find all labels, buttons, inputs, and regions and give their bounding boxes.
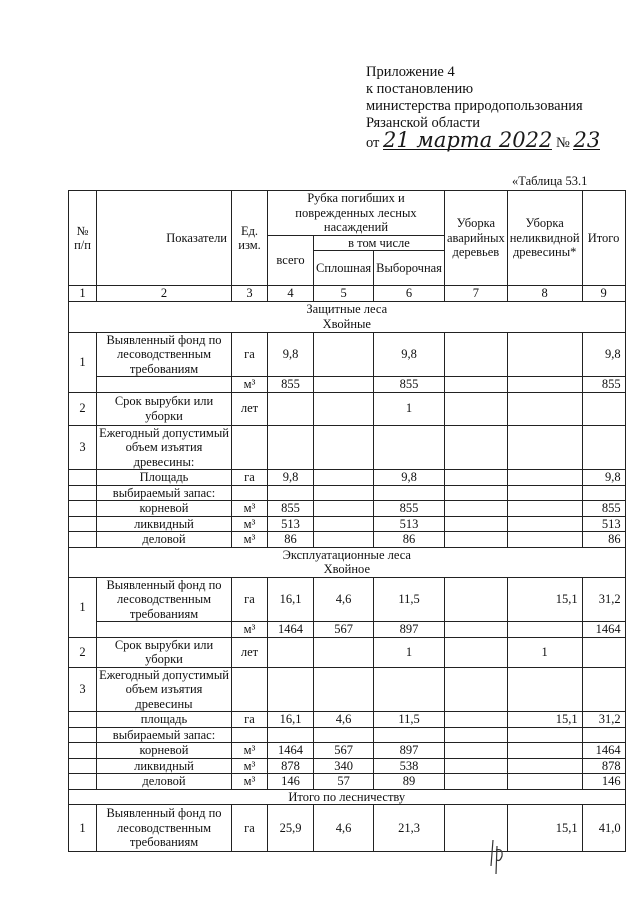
unit-cell: лет bbox=[232, 392, 268, 425]
splosh-cell bbox=[314, 516, 374, 532]
table-note: «Таблица 53.1 bbox=[512, 174, 588, 188]
col-itogo-header: Итого bbox=[582, 191, 625, 286]
row-label: ликвидный bbox=[97, 516, 232, 532]
vyb-cell: 897 bbox=[374, 622, 445, 638]
itogo-cell bbox=[582, 667, 625, 712]
splosh-cell bbox=[314, 637, 374, 667]
row-number bbox=[69, 516, 97, 532]
col-uborka-av-header: Уборка аварийных деревьев bbox=[444, 191, 507, 286]
itogo-cell bbox=[582, 425, 625, 470]
row-number bbox=[69, 532, 97, 548]
vyb-cell: 9,8 bbox=[374, 470, 445, 486]
splosh-cell: 4,6 bbox=[314, 712, 374, 728]
itogo-cell bbox=[582, 727, 625, 743]
index-row bbox=[69, 286, 626, 302]
handwritten-date: 21 марта 2022 bbox=[383, 128, 553, 152]
table-row bbox=[69, 332, 626, 377]
splosh-cell: 57 bbox=[314, 774, 374, 790]
table-row bbox=[69, 485, 626, 501]
vyb-cell bbox=[374, 667, 445, 712]
col-splosh-header: Сплошная bbox=[314, 251, 374, 286]
handwritten-number: 23 bbox=[573, 128, 601, 152]
splosh-cell: 4,6 bbox=[314, 805, 374, 852]
table-row bbox=[69, 743, 626, 759]
unit-cell: лет bbox=[232, 637, 268, 667]
itogo-cell: 31,2 bbox=[582, 577, 625, 622]
vyb-cell bbox=[374, 485, 445, 501]
itogo-cell: 513 bbox=[582, 516, 625, 532]
splosh-cell: 340 bbox=[314, 758, 374, 774]
vsego-cell: 9,8 bbox=[268, 470, 314, 486]
index-cell: 7 bbox=[444, 286, 507, 302]
uborka-av-cell bbox=[444, 774, 507, 790]
row-label: деловой bbox=[97, 774, 232, 790]
uborka-nel-cell bbox=[507, 392, 582, 425]
uborka-nel-cell bbox=[507, 501, 582, 517]
table-row bbox=[69, 805, 626, 852]
vyb-cell: 11,5 bbox=[374, 577, 445, 622]
row-number: 1 bbox=[69, 577, 97, 637]
itogo-cell bbox=[582, 485, 625, 501]
vsego-cell bbox=[268, 392, 314, 425]
section-subtitle-line: Хвойные bbox=[322, 316, 371, 331]
uborka-av-cell bbox=[444, 425, 507, 470]
unit-cell bbox=[232, 727, 268, 743]
document-header bbox=[366, 64, 600, 152]
table-row bbox=[69, 727, 626, 743]
itogo-cell: 146 bbox=[582, 774, 625, 790]
row-label: выбираемый запас: bbox=[97, 485, 232, 501]
vyb-cell: 897 bbox=[374, 743, 445, 759]
number-label: № bbox=[555, 135, 570, 151]
vsego-cell: 16,1 bbox=[268, 577, 314, 622]
vyb-cell: 89 bbox=[374, 774, 445, 790]
row-label: Выявленный фонд по лесоводственным требованиям bbox=[97, 332, 232, 377]
vyb-cell: 538 bbox=[374, 758, 445, 774]
uborka-nel-cell bbox=[507, 425, 582, 470]
uborka-nel-cell: 15,1 bbox=[507, 805, 582, 852]
vsego-cell bbox=[268, 485, 314, 501]
itogo-cell bbox=[582, 637, 625, 667]
uborka-nel-cell bbox=[507, 727, 582, 743]
vyb-cell: 21,3 bbox=[374, 805, 445, 852]
row-label: Срок вырубки или уборки bbox=[97, 637, 232, 667]
table-row bbox=[69, 425, 626, 470]
table-row bbox=[69, 712, 626, 728]
index-cell: 8 bbox=[507, 286, 582, 302]
vsego-cell bbox=[268, 727, 314, 743]
uborka-nel-cell bbox=[507, 332, 582, 377]
table-row bbox=[69, 774, 626, 790]
col-vtomchisle-header: в том числе bbox=[314, 235, 445, 251]
row-label: Ежегодный допустимый объем изъятия древесины bbox=[97, 667, 232, 712]
uborka-nel-cell bbox=[507, 470, 582, 486]
col-rubka-header: Рубка погибших и поврежденных лесных насаждений bbox=[268, 191, 445, 236]
section-title bbox=[69, 301, 626, 332]
row-number bbox=[69, 743, 97, 759]
col-num-header: № п/п bbox=[69, 191, 97, 286]
vsego-cell: 25,9 bbox=[268, 805, 314, 852]
unit-cell bbox=[232, 425, 268, 470]
vsego-cell: 855 bbox=[268, 377, 314, 393]
vyb-cell: 86 bbox=[374, 532, 445, 548]
uborka-nel-cell bbox=[507, 622, 582, 638]
row-number: 3 bbox=[69, 667, 97, 712]
row-number bbox=[69, 712, 97, 728]
from-label: от bbox=[366, 135, 380, 151]
vsego-cell: 878 bbox=[268, 758, 314, 774]
itogo-cell: 1464 bbox=[582, 743, 625, 759]
forest-table bbox=[68, 190, 626, 852]
vsego-cell: 1464 bbox=[268, 622, 314, 638]
row-label: деловой bbox=[97, 532, 232, 548]
row-label: Срок вырубки или уборки bbox=[97, 392, 232, 425]
itogo-cell: 9,8 bbox=[582, 332, 625, 377]
table-row bbox=[69, 532, 626, 548]
pen-mark-icon bbox=[487, 836, 509, 876]
table-row bbox=[69, 758, 626, 774]
splosh-cell: 567 bbox=[314, 743, 374, 759]
row-number bbox=[69, 727, 97, 743]
row-number bbox=[69, 485, 97, 501]
uborka-nel-cell: 15,1 bbox=[507, 712, 582, 728]
unit-cell: м³ bbox=[232, 501, 268, 517]
splosh-cell bbox=[314, 332, 374, 377]
col-indicator-header: Показатели bbox=[97, 191, 232, 286]
splosh-cell bbox=[314, 532, 374, 548]
row-number bbox=[69, 501, 97, 517]
section-header bbox=[69, 301, 626, 332]
uborka-av-cell bbox=[444, 485, 507, 501]
uborka-av-cell bbox=[444, 743, 507, 759]
appendix-title: Приложение 4 bbox=[366, 64, 455, 80]
uborka-av-cell bbox=[444, 727, 507, 743]
section-header bbox=[69, 789, 626, 805]
uborka-nel-cell bbox=[507, 774, 582, 790]
unit-cell: м³ bbox=[232, 516, 268, 532]
uborka-nel-cell bbox=[507, 667, 582, 712]
row-number: 2 bbox=[69, 637, 97, 667]
uborka-nel-cell bbox=[507, 743, 582, 759]
index-cell: 5 bbox=[314, 286, 374, 302]
vyb-cell: 855 bbox=[374, 377, 445, 393]
itogo-cell: 9,8 bbox=[582, 470, 625, 486]
table-row bbox=[69, 501, 626, 517]
itogo-cell: 31,2 bbox=[582, 712, 625, 728]
uborka-av-cell bbox=[444, 516, 507, 532]
uborka-nel-cell bbox=[507, 516, 582, 532]
col-vsego-header: всего bbox=[268, 235, 314, 286]
row-number bbox=[69, 470, 97, 486]
section-title-line: Эксплуатационные леса bbox=[282, 547, 411, 562]
table-row bbox=[69, 577, 626, 622]
vsego-cell bbox=[268, 425, 314, 470]
index-cell: 4 bbox=[268, 286, 314, 302]
uborka-av-cell bbox=[444, 392, 507, 425]
table-row bbox=[69, 470, 626, 486]
splosh-cell bbox=[314, 667, 374, 712]
splosh-cell bbox=[314, 501, 374, 517]
splosh-cell bbox=[314, 485, 374, 501]
appendix-line3: министерства природопользования bbox=[366, 98, 583, 114]
vyb-cell bbox=[374, 727, 445, 743]
row-label: площадь bbox=[97, 712, 232, 728]
uborka-av-cell bbox=[444, 637, 507, 667]
unit-cell bbox=[232, 667, 268, 712]
uborka-av-cell bbox=[444, 377, 507, 393]
row-number bbox=[69, 774, 97, 790]
index-cell: 2 bbox=[97, 286, 232, 302]
uborka-av-cell bbox=[444, 532, 507, 548]
splosh-cell bbox=[314, 727, 374, 743]
index-cell: 6 bbox=[374, 286, 445, 302]
table-row bbox=[69, 667, 626, 712]
uborka-nel-cell: 15,1 bbox=[507, 577, 582, 622]
table-row bbox=[69, 377, 626, 393]
section-title bbox=[69, 547, 626, 577]
index-cell: 9 bbox=[582, 286, 625, 302]
unit-cell: м³ bbox=[232, 743, 268, 759]
appendix-line2: к постановлению bbox=[366, 81, 474, 97]
unit-cell: га bbox=[232, 577, 268, 622]
unit-cell: га bbox=[232, 332, 268, 377]
vyb-cell: 855 bbox=[374, 501, 445, 517]
table-row bbox=[69, 392, 626, 425]
vyb-cell: 9,8 bbox=[374, 332, 445, 377]
uborka-av-cell bbox=[444, 622, 507, 638]
uborka-nel-cell bbox=[507, 377, 582, 393]
unit-cell: м³ bbox=[232, 377, 268, 393]
section-title-line: Защитные леса bbox=[306, 302, 388, 316]
row-label: Выявленный фонд по лесоводственным требованиям bbox=[97, 805, 232, 852]
vsego-cell: 146 bbox=[268, 774, 314, 790]
row-label: корневой bbox=[97, 743, 232, 759]
splosh-cell: 4,6 bbox=[314, 577, 374, 622]
uborka-nel-cell: 1 bbox=[507, 637, 582, 667]
index-cell: 3 bbox=[232, 286, 268, 302]
unit-cell: га bbox=[232, 712, 268, 728]
row-label: Ежегодный допустимый объем изъятия древесины: bbox=[97, 425, 232, 470]
row-label bbox=[97, 377, 232, 393]
section-title: Итого по лесничеству bbox=[69, 789, 626, 805]
vsego-cell: 86 bbox=[268, 532, 314, 548]
uborka-av-cell bbox=[444, 758, 507, 774]
vsego-cell bbox=[268, 667, 314, 712]
itogo-cell: 86 bbox=[582, 532, 625, 548]
uborka-nel-cell bbox=[507, 485, 582, 501]
row-label: Выявленный фонд по лесоводственным требованиям bbox=[97, 577, 232, 622]
splosh-cell bbox=[314, 377, 374, 393]
table-row bbox=[69, 637, 626, 667]
splosh-cell: 567 bbox=[314, 622, 374, 638]
itogo-cell: 855 bbox=[582, 377, 625, 393]
date-line bbox=[366, 128, 601, 152]
vsego-cell: 1464 bbox=[268, 743, 314, 759]
uborka-nel-cell bbox=[507, 532, 582, 548]
col-uborka-nel-header: Уборка неликвидной древесины* bbox=[507, 191, 582, 286]
table-row bbox=[69, 516, 626, 532]
row-number: 1 bbox=[69, 332, 97, 392]
itogo-cell bbox=[582, 392, 625, 425]
splosh-cell bbox=[314, 425, 374, 470]
unit-cell: га bbox=[232, 470, 268, 486]
row-number bbox=[69, 758, 97, 774]
index-cell: 1 bbox=[69, 286, 97, 302]
col-unit-header: Ед. изм. bbox=[232, 191, 268, 286]
row-number: 3 bbox=[69, 425, 97, 470]
vyb-cell: 1 bbox=[374, 637, 445, 667]
appendix-line4: Рязанской области bbox=[366, 115, 480, 131]
uborka-av-cell bbox=[444, 470, 507, 486]
itogo-cell: 41,0 bbox=[582, 805, 625, 852]
vsego-cell: 16,1 bbox=[268, 712, 314, 728]
vyb-cell: 513 bbox=[374, 516, 445, 532]
row-label: выбираемый запас: bbox=[97, 727, 232, 743]
col-vyb-header: Выборочная bbox=[374, 251, 445, 286]
table-row bbox=[69, 622, 626, 638]
unit-cell: м³ bbox=[232, 622, 268, 638]
unit-cell: м³ bbox=[232, 532, 268, 548]
row-label: Площадь bbox=[97, 470, 232, 486]
uborka-av-cell bbox=[444, 577, 507, 622]
uborka-av-cell bbox=[444, 712, 507, 728]
uborka-av-cell bbox=[444, 332, 507, 377]
vyb-cell: 11,5 bbox=[374, 712, 445, 728]
uborka-av-cell bbox=[444, 667, 507, 712]
row-label: корневой bbox=[97, 501, 232, 517]
itogo-cell: 878 bbox=[582, 758, 625, 774]
section-subtitle-line: Хвойное bbox=[323, 562, 370, 576]
uborka-nel-cell bbox=[507, 758, 582, 774]
splosh-cell bbox=[314, 392, 374, 425]
vsego-cell bbox=[268, 637, 314, 667]
vyb-cell: 1 bbox=[374, 392, 445, 425]
row-number: 1 bbox=[69, 805, 97, 852]
row-label: ликвидный bbox=[97, 758, 232, 774]
vyb-cell bbox=[374, 425, 445, 470]
splosh-cell bbox=[314, 470, 374, 486]
row-label bbox=[97, 622, 232, 638]
unit-cell bbox=[232, 485, 268, 501]
vsego-cell: 9,8 bbox=[268, 332, 314, 377]
row-number: 2 bbox=[69, 392, 97, 425]
vsego-cell: 855 bbox=[268, 501, 314, 517]
unit-cell: м³ bbox=[232, 758, 268, 774]
uborka-av-cell bbox=[444, 501, 507, 517]
itogo-cell: 1464 bbox=[582, 622, 625, 638]
vsego-cell: 513 bbox=[268, 516, 314, 532]
unit-cell: м³ bbox=[232, 774, 268, 790]
unit-cell: га bbox=[232, 805, 268, 852]
itogo-cell: 855 bbox=[582, 501, 625, 517]
section-header bbox=[69, 547, 626, 577]
